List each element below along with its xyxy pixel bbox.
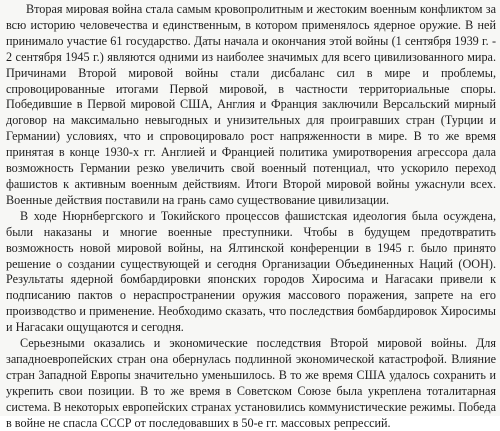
paragraph-trials-and-un: В ходе Нюрнбергского и Токийского процессов фашистская идеология была осуждена, были наказаны и многие военные преступники. Чтобы в будущем предотвратить возможность новой мировой войны, на Ялтинской конференции в 1945 г. было принято решение о создании существующей и сегодня Организации Объединенных Наций (ООН). Результаты ядерной бомбардировки японских городов Хиросима и Нагасаки привели к подписанию пактов о нераспространении оружия массового поражения, запрете на его производство и применение. Необходимо сказать, что последствия бомбардировок Хиросимы и Нагасаки ощущаются и сегодня. [6, 208, 496, 335]
paragraph-economic-consequences: Серьезными оказались и экономические последствия Второй мировой войны. Для западноевропейских стран она обернулась подлинной экономической катастрофой. Влияние стран Западной Европы значительно уменьшилось. В то же время США удалось сохранить и укрепить свои позиции. В то же время в Советском Союзе была укреплена тоталитарная система. В некоторых европейских странах установились коммунистические режимы. Победа в войне не спасла СССР от последовавших в 50-е гг. массовых репрессий. [6, 336, 496, 430]
paragraph-causes-and-results: Вторая мировая война стала самым кровопролитным и жестоким военным конфликтом за всю историю человечества и единственным, в котором применялось ядерное оружие. В ней принимало участие 61 государство. Даты начала и окончания этой войны (1 сентября 1939 г. - 2 сентября 1945 г.) являются одними из наиболее значимых для всего цивилизованного мира. Причинами Второй мировой войны стали дисбаланс сил в мире и проблемы, спровоцированные итогами Первой мировой, в частности территориальные споры. Победившие в Первой мировой США, Англия и Франция заключили Версальский мирный договор на максимально невыгодных и унизительных для проигравших стран (Турции и Германии) условиях, что и спровоцировало рост напряженности в мире. В то же время принятая в конце 1930-х гг. Англией и Францией политика умиротворения агрессора дала возможность Германии резко увеличить свой военный потенциал, что ускорило переход фашистов к активным военным действиям. Итоги Второй мировой войны ужаснули всех. Военные действия поставили на грань само существование цивилизации. [6, 2, 496, 207]
